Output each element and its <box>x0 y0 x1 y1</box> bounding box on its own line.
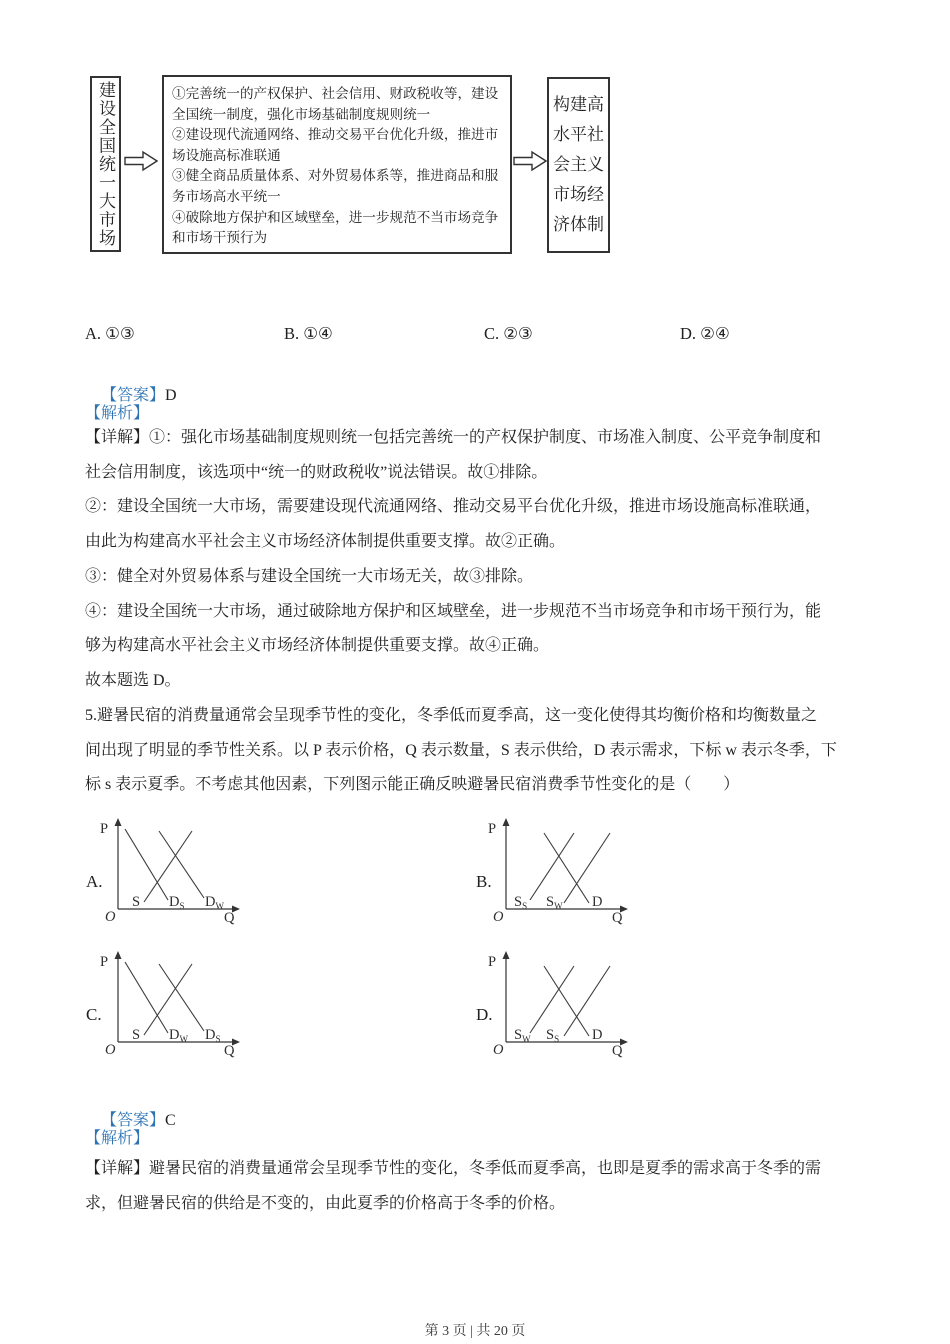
detail-line: ③：健全对外贸易体系与建设全国统一大市场无关，故③排除。 <box>85 567 534 585</box>
detail-line: 社会信用制度，该选项中“统一的财政税收”说法错误。故①排除。 <box>85 463 548 481</box>
curve-label: $S_S$ <box>514 894 528 911</box>
graph-option-letter-b: B. <box>476 872 492 891</box>
flowchart-middle-line: 和市场干预行为 <box>172 230 268 246</box>
flowchart-middle-box <box>162 75 512 254</box>
flowchart-middle-line: ②建设现代流通网络、推动交易平台优化升级，推进市 <box>172 127 499 143</box>
curve-label: $S_W$ <box>514 1027 531 1044</box>
flowchart-right-line: 会主义 <box>553 155 604 174</box>
flowchart-right-box <box>547 77 610 253</box>
q-axis-label: Q <box>612 1043 623 1059</box>
supply-demand-graph-d <box>486 950 631 1059</box>
option-a: A. ①③ <box>85 324 135 343</box>
graph-option-letter-c: C. <box>86 1005 102 1024</box>
detail-line: 求，但避暑民宿的供给是不变的，由此夏季的价格高于冬季的价格。 <box>85 1194 566 1212</box>
demand-curve-1 <box>125 962 168 1033</box>
flowchart-right-line: 水平社 <box>553 125 604 144</box>
page-footer: 第 3 页 | 共 20 页 <box>424 1324 526 1339</box>
flowchart-middle-line: 场设施高标准联通 <box>172 147 281 163</box>
answer-value: C <box>165 1112 176 1129</box>
detail-line: 由此为构建高水平社会主义市场经济体制提供重要支撑。故②正确。 <box>85 533 566 551</box>
detail-line: 故本题选 D。 <box>85 671 181 689</box>
option-c: C. ②③ <box>484 324 533 343</box>
flowchart-middle-line: ④破除地方保护和区域壁垒，进一步规范不当市场竞争 <box>172 209 499 225</box>
stem-line: 标 s 表示夏季。不考虑其他因素，下列图示能正确反映避暑民宿消费季节性变化的是（ ） <box>85 776 740 794</box>
p-axis-arrow-icon <box>503 818 510 826</box>
q-axis-label: Q <box>224 910 235 926</box>
stem-line: 间出现了明显的季节性关系。以 P 表示价格，Q 表示数量，S 表示供给，D 表示需求，下标 w 表示冬季，下 <box>85 741 837 759</box>
flow-arrow-icon <box>513 150 547 172</box>
q-axis-label: Q <box>224 1043 235 1059</box>
detail-line: ②：建设全国统一大市场，需要建设现代流通网络、推动交易平台优化升级，推进市场设施高标准联通， <box>85 498 822 516</box>
demand-curve-2 <box>159 964 204 1031</box>
flowchart-right-line: 济体制 <box>553 215 604 234</box>
detail-line: ④：建设全国统一大市场，通过破除地方保护和区域壁垒，进一步规范不当市场竞争和市场干预行为，能 <box>85 602 822 620</box>
supply-demand-graph-c <box>98 950 243 1059</box>
flowchart-middle-line: ①完善统一的产权保护、社会信用、财政税收等，建设 <box>172 86 499 101</box>
curve-label: $D_W$ <box>169 1027 188 1044</box>
supply-curve-2 <box>564 833 610 903</box>
analysis-label-q4: 【解析】 <box>85 405 150 422</box>
supply-curve-1 <box>530 966 574 1033</box>
flowchart-middle-line: ③健全商品质量体系、对外贸易体系等，推进商品和服 <box>172 168 499 184</box>
p-axis-arrow-icon <box>115 951 122 959</box>
analysis-label-q5: 【解析】 <box>85 1130 150 1147</box>
curve-label: $S_W$ <box>546 894 563 911</box>
curve-label: $S_S$ <box>546 1027 560 1044</box>
origin-label: O <box>493 909 504 925</box>
flowchart-middle-line: 务市场高水平统一 <box>172 188 281 204</box>
demand-curve-1 <box>125 829 168 900</box>
curve-label: S <box>132 1027 141 1043</box>
q-axis-label: Q <box>612 910 623 926</box>
detail-line: 【详解】①：强化市场基础制度规则统一包括完善统一的产权保护制度、市场准入制度、公平竞争制度和 <box>85 429 822 446</box>
detail-line: 【详解】避暑民宿的消费量通常会呈现季节性的变化，冬季低而夏季高，也即是夏季的需求高于冬季的需 <box>85 1160 822 1177</box>
curve-label: $D_S$ <box>205 1027 221 1044</box>
flowchart-left-box-text: 建设全国统一大市场 <box>96 80 115 248</box>
p-axis-label: P <box>488 954 497 970</box>
stem-line: 5.避暑民宿的消费量通常会呈现季节性的变化，冬季低而夏季高，这一变化使得其均衡价格和均衡数量之 <box>85 707 818 724</box>
graph-option-letter-a: A. <box>86 872 103 891</box>
origin-label: O <box>105 909 116 925</box>
supply-curve <box>144 831 192 902</box>
flowchart-middle-line: 全国统一制度，强化市场基础制度规则统一 <box>172 106 431 122</box>
p-axis-arrow-icon <box>115 818 122 826</box>
origin-label: O <box>493 1042 504 1058</box>
curve-label: $D_W$ <box>205 894 224 911</box>
curve-label: D <box>592 894 603 910</box>
supply-curve <box>144 964 192 1035</box>
flow-arrow-icon <box>124 150 158 172</box>
demand-curve-2 <box>159 831 204 898</box>
flowchart-right-line: 构建高 <box>553 95 604 114</box>
answer-label: 【答案】 <box>101 387 166 404</box>
p-axis-label: P <box>100 954 109 970</box>
question5-stem <box>85 699 837 803</box>
supply-demand-graph-a <box>98 817 243 926</box>
supply-curve-2 <box>564 966 610 1036</box>
detail-paragraph-q5 <box>85 1152 821 1221</box>
curve-label: D <box>592 1027 603 1043</box>
flowchart-right-line: 市场经 <box>553 185 604 204</box>
curve-label: $D_S$ <box>169 894 185 911</box>
detail-line: 够为构建高水平社会主义市场经济体制提供重要支撑。故④正确。 <box>85 637 550 655</box>
option-b: B. ①④ <box>284 324 333 343</box>
answer-value: D <box>165 387 177 404</box>
graph-option-letter-d: D. <box>476 1005 493 1024</box>
p-axis-label: P <box>488 821 497 837</box>
flowchart-left-box <box>90 76 121 252</box>
supply-curve-1 <box>530 833 574 900</box>
curve-label: S <box>132 894 141 910</box>
p-axis-label: P <box>100 821 109 837</box>
answer-label: 【答案】 <box>101 1112 166 1129</box>
supply-demand-graph-b <box>486 817 631 926</box>
origin-label: O <box>105 1042 116 1058</box>
option-d: D. ②④ <box>680 324 730 343</box>
p-axis-arrow-icon <box>503 951 510 959</box>
detail-paragraph-q4 <box>85 421 821 699</box>
